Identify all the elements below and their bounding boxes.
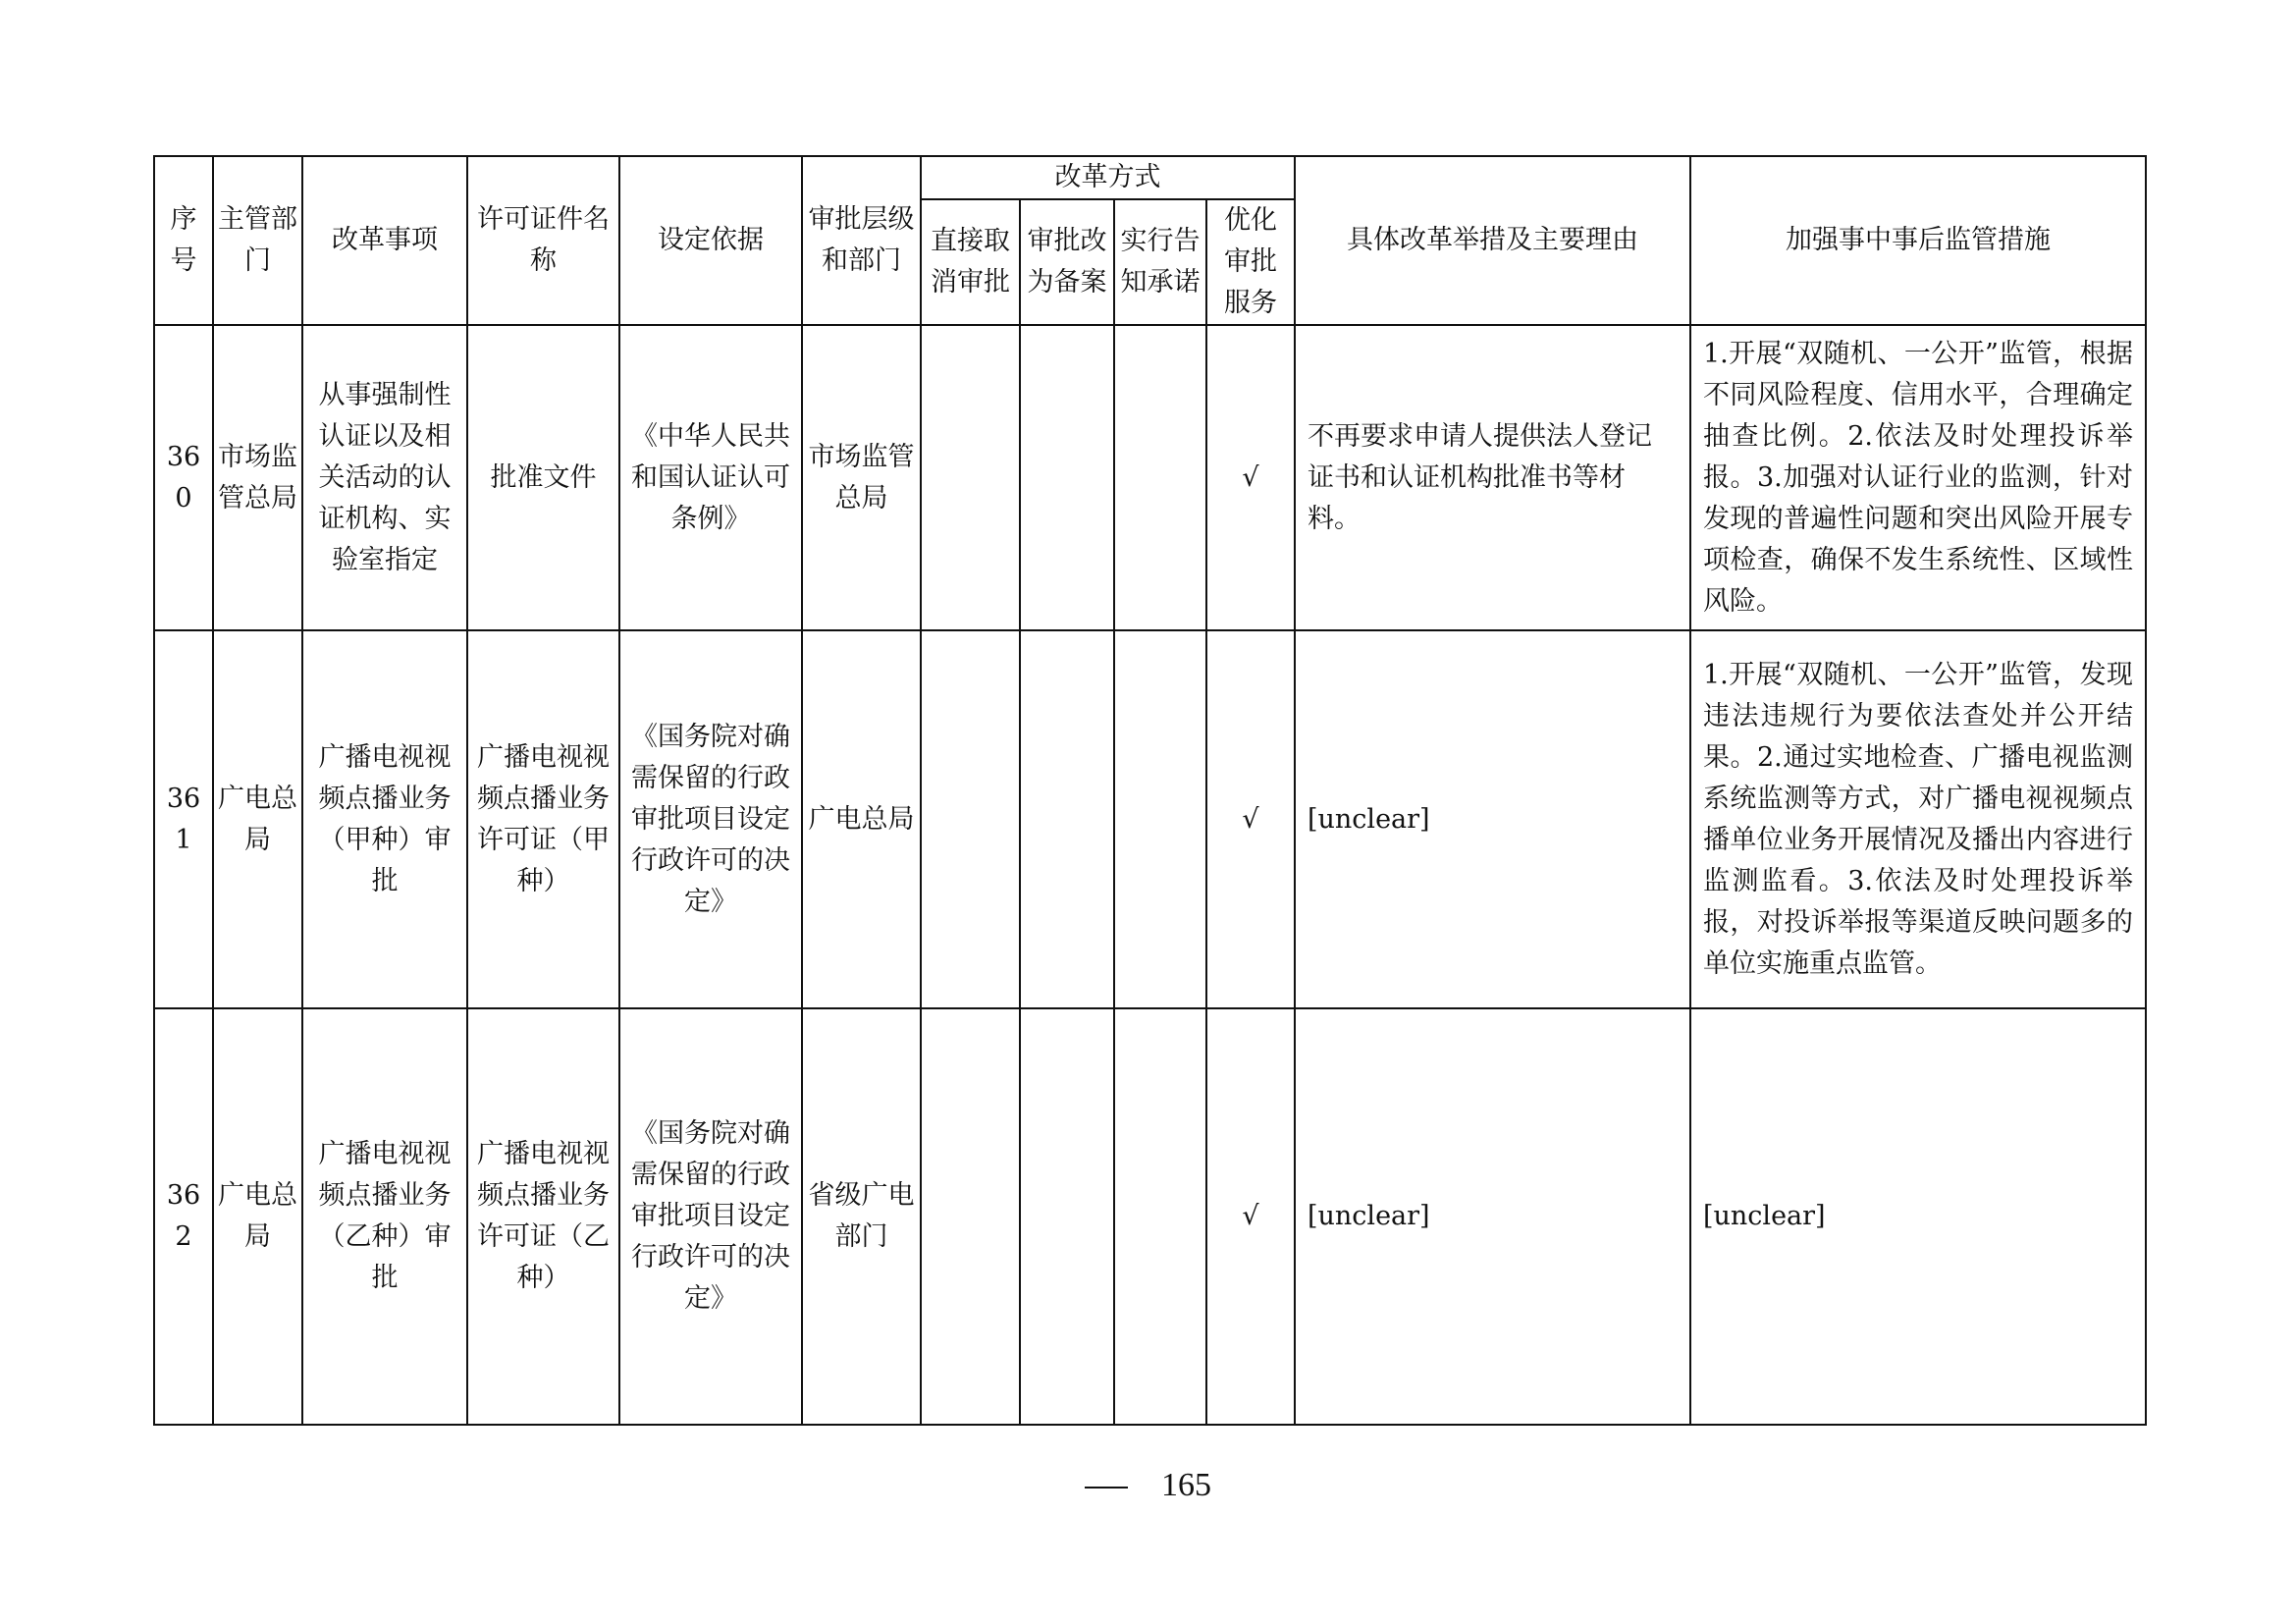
cell-item: 广播电视视频点播业务（乙种）审批 xyxy=(302,1008,467,1425)
header-license: 许可证件名称 xyxy=(467,156,619,325)
cell-level: 广电总局 xyxy=(802,630,921,1008)
header-mode-record: 审批改为备案 xyxy=(1020,199,1114,325)
cell-measures: [unclear] xyxy=(1295,1008,1690,1425)
header-supervision: 加强事中事后监管措施 xyxy=(1690,156,2146,325)
cell-item: 从事强制性认证以及相关活动的认证机构、实验室指定 xyxy=(302,325,467,630)
cell-basis: 《国务院对确需保留的行政审批项目设定行政许可的决定》 xyxy=(619,630,802,1008)
cell-supervision: 1.开展“双随机、一公开”监管，根据不同风险程度、信用水平，合理确定抽查比例。2.依法及时处理投诉举报。3.加强对认证行业的监测，针对发现的普遍性问题和突出风险开展专项检查，确保不发生系统性、区域性风险。 xyxy=(1690,325,2146,630)
header-seq: 序号 xyxy=(154,156,213,325)
footer-dash xyxy=(1085,1487,1128,1489)
cell-mode-promise xyxy=(1114,1008,1206,1425)
cell-license: 广播电视视频点播业务许可证（甲种） xyxy=(467,630,619,1008)
cell-measures: 不再要求申请人提供法人登记证书和认证机构批准书等材料。 xyxy=(1295,325,1690,630)
cell-mode-record xyxy=(1020,1008,1114,1425)
cell-mode-record xyxy=(1020,630,1114,1008)
page-footer xyxy=(0,1467,2296,1504)
page-number: 165 xyxy=(1161,1467,1211,1503)
reform-table xyxy=(153,155,2147,1426)
cell-level: 市场监管总局 xyxy=(802,325,921,630)
cell-license: 批准文件 xyxy=(467,325,619,630)
cell-level: 省级广电部门 xyxy=(802,1008,921,1425)
cell-supervision: [unclear] xyxy=(1690,1008,2146,1425)
cell-seq: 361 xyxy=(154,630,213,1008)
table-row xyxy=(154,1008,2146,1425)
cell-basis: 《中华人民共和国认证认可条例》 xyxy=(619,325,802,630)
cell-dept: 广电总局 xyxy=(213,1008,302,1425)
cell-mode-cancel xyxy=(921,630,1020,1008)
cell-seq: 362 xyxy=(154,1008,213,1425)
header-mode-optimize: 优化审批服务 xyxy=(1206,199,1295,325)
cell-mode-cancel xyxy=(921,325,1020,630)
header-measures: 具体改革举措及主要理由 xyxy=(1295,156,1690,325)
cell-seq: 360 xyxy=(154,325,213,630)
cell-measures: [unclear] xyxy=(1295,630,1690,1008)
header-mode-cancel: 直接取消审批 xyxy=(921,199,1020,325)
cell-mode-optimize-check: √ xyxy=(1206,630,1295,1008)
cell-basis: 《国务院对确需保留的行政审批项目设定行政许可的决定》 xyxy=(619,1008,802,1425)
header-item: 改革事项 xyxy=(302,156,467,325)
cell-dept: 市场监管总局 xyxy=(213,325,302,630)
cell-mode-promise xyxy=(1114,325,1206,630)
header-level: 审批层级和部门 xyxy=(802,156,921,325)
cell-supervision: 1.开展“双随机、一公开”监管，发现违法违规行为要依法查处并公开结果。2.通过实地检查、广播电视监测系统监测等方式，对广播电视视频点播单位业务开展情况及播出内容进行监测监看。3.依法及时处理投诉举报，对投诉举报等渠道反映问题多的单位实施重点监管。 xyxy=(1690,630,2146,1008)
cell-mode-optimize-check: √ xyxy=(1206,1008,1295,1425)
cell-license: 广播电视视频点播业务许可证（乙种） xyxy=(467,1008,619,1425)
header-basis: 设定依据 xyxy=(619,156,802,325)
table-row xyxy=(154,630,2146,1008)
header-dept: 主管部门 xyxy=(213,156,302,325)
cell-mode-cancel xyxy=(921,1008,1020,1425)
cell-item: 广播电视视频点播业务（甲种）审批 xyxy=(302,630,467,1008)
cell-mode-optimize-check: √ xyxy=(1206,325,1295,630)
cell-mode-promise xyxy=(1114,630,1206,1008)
cell-dept: 广电总局 xyxy=(213,630,302,1008)
cell-mode-record xyxy=(1020,325,1114,630)
table-row xyxy=(154,325,2146,630)
header-mode-promise: 实行告知承诺 xyxy=(1114,199,1206,325)
header-reform-mode: 改革方式 xyxy=(921,156,1295,199)
